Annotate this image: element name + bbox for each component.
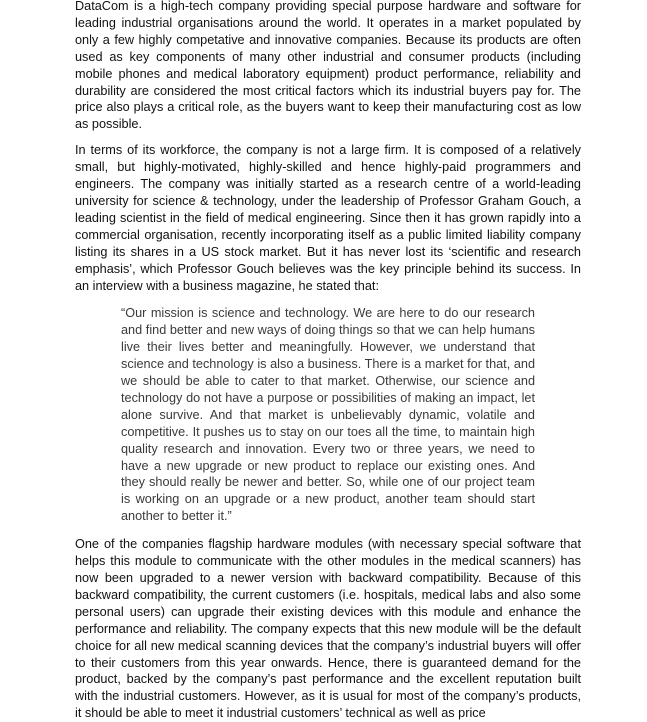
interview-quote: “Our mission is science and technology. We are here to do our research and find better and new ways of doing things so that we can help humans live their lives better and meaningfully. However, we understand that science and technology is also a business. There is a market for that, and we should be able to cater to that market. Otherwise, our science and technology do not have a purpose or possibilities of making an impact, let alone survive. And that market is unbelievably dynamic, volatile and competitive. It pushes us to stay on our toes all the time, to maintain high quality research and innovation. Every two or three years, we need to have a new upgrade or new product to replace our existing ones. And they should really be newer and better. So, while one of our project team is working on an upgrade or a new product, another team should start another to better it.” <box>121 306 535 524</box>
workforce-paragraph: In terms of its workforce, the company is not a large firm. It is composed of a relatively small, but highly-motivated, highly-skilled and hence highly-paid programmers and engineers. The company was initially started as a research centre of a world-leading university for science & technology, under the leadership of Professor Graham Gouch, a leading scientist in the field of medical engineering. Since then it has grown rapidly into a commercial organisation, recently incorporating itself as a public limited liability company listing its shares in a US stock market. But it has never lost its ‘scientific and research emphasis’, which Professor Gouch believes was the key principle behind its success. In an interview with a business magazine, he stated that: <box>75 143 581 293</box>
document-page <box>75 0 581 722</box>
flagship-paragraph: One of the companies flagship hardware modules (with necessary special software that helps this module to communicate with the other modules in the medical scanners) has now been upgraded to a newer version with backward compatibility. Because of this backward compatibility, the current customers (i.e. hospitals, medical labs and also some personal users) can upgrade their existing devices with this module and enhance the performance and reliability. The company expects that this new module will be the default choice for all new medical scanning devices that the company’s industrial buyers will offer to their customers from this year onwards. Hence, there is guaranteed demand for the product, backed by the company’s past performance and the excellent reputation built with the industrial customers. However, as it is usual for most of the company’s products, it should be able to meet it industrial customers’ technical as well as price <box>75 537 581 721</box>
intro-paragraph: DataCom is a high-tech company providing special purpose hardware and software for leading industrial organisations around the world. It operates in a market populated by only a few highly competative and innovative companies. Because its products are often used as key components of many other industrial and consumer products (including mobile phones and medical laboratory equipment) product performance, reliability and durability are considered the most critical factors which its industrial buyers pay for. The price also plays a critical role, as the buyers want to keep their manufacturing cost as low as possible. <box>75 0 581 132</box>
